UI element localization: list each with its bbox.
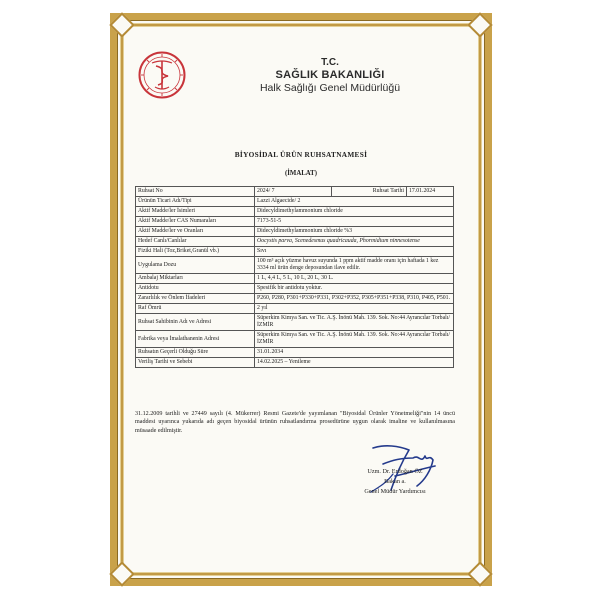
closing-statement: 31.12.2009 tarihli ve 27449 sayılı (4. Mükerrer) Resmi Gazete'de yayımlanan "Biyosidal Ürünler Yönetmeliği"nin 14 üncü maddesi uyarınca yukarıda adı geçen biyosidal ürünün ruhsatlandırma prosedürüne uygun olarak imaline ve kullanılmasına müsaade edilmiştir. bbox=[135, 411, 455, 434]
table-row bbox=[136, 207, 454, 217]
table-row bbox=[136, 257, 454, 274]
row-value: P260, P280, P301+P330+P331, P302+P352, P305+P351+P338, P310, P405, P501. bbox=[255, 294, 454, 304]
table-row bbox=[136, 331, 454, 348]
signer-title-2: Genel Müdür Yardımcısı bbox=[364, 488, 426, 495]
ministry-name: SAĞLIK BAKANLIĞI bbox=[275, 69, 385, 81]
row-value: Sıvı bbox=[255, 247, 454, 257]
license-number-row bbox=[136, 187, 454, 197]
signer-name: Uzm. Dr. Erdoğan ÖZ bbox=[367, 468, 423, 475]
row-value: 2 yıl bbox=[255, 304, 454, 314]
row-label: Raf Ömrü bbox=[136, 304, 255, 314]
row-value: Süperkim Kimya San. ve Tic. A.Ş. İnönü Mah. 139. Sok. No:44 Ayrancılar Torbalı/İZMİR bbox=[255, 314, 454, 331]
table-row bbox=[136, 274, 454, 284]
license-date-value: 17.01.2024 bbox=[407, 187, 454, 197]
row-label: Ruhsatın Geçerli Olduğu Süre bbox=[136, 348, 255, 358]
row-label: Ambalaj Miktarları bbox=[136, 274, 255, 284]
table-row bbox=[136, 314, 454, 331]
row-value: Spesifik bir antidotu yoktur. bbox=[255, 284, 454, 294]
ministry-header bbox=[230, 57, 430, 95]
signer-title-1: Bakan a. bbox=[384, 478, 406, 485]
certificate-page bbox=[110, 13, 492, 586]
table-row bbox=[136, 348, 454, 358]
row-label: Aktif Madde/ler CAS Numaraları bbox=[136, 217, 255, 227]
row-label: Aktif Madde/ler İsimleri bbox=[136, 207, 255, 217]
row-value: 1 L, 4,4 L, 5 L, 10 L, 20 L, 30 L. bbox=[255, 274, 454, 284]
row-value: Lazzi Algaecide/ 2 bbox=[255, 197, 454, 207]
table-row bbox=[136, 227, 454, 237]
row-value: 31.01.2034 bbox=[255, 348, 454, 358]
row-label: Veriliş Tarihi ve Sebebi bbox=[136, 358, 255, 368]
license-table bbox=[135, 186, 454, 368]
row-label: Ürünün Ticari Adı/Tipi bbox=[136, 197, 255, 207]
row-value: Didecyldimethylammonium chloride %3 bbox=[255, 227, 454, 237]
row-label: Hedef Canlı/Canlılar bbox=[136, 237, 255, 247]
row-value: Süperkim Kimya San. ve Tic. A.Ş. İnönü Mah. 139. Sok. No:44 Ayrancılar Torbalı/İZMİR bbox=[255, 331, 454, 348]
row-value: 100 m³ açık yüzme havuz suyunda 1 ppm aktif madde oranı için haftada 1 kez 3334 ml ürün denge deposundan ilave edilir. bbox=[255, 257, 454, 274]
row-value: 14.02.2025 – Yenileme bbox=[255, 358, 454, 368]
row-label: Zararlılık ve Önlem İfadeleri bbox=[136, 294, 255, 304]
row-label: Fiziki Hali (Toz,Briket,Granül vb.) bbox=[136, 247, 255, 257]
table-row bbox=[136, 217, 454, 227]
row-label: Aktif Madde/ler ve Oranları bbox=[136, 227, 255, 237]
row-value: Didecyldimethylammonium chloride bbox=[255, 207, 454, 217]
row-value: Oocystis parva, Scenedesmus quadricauda, Phormidium ninnesotense bbox=[255, 237, 454, 247]
table-row bbox=[136, 358, 454, 368]
document-title: BİYOSİDAL ÜRÜN RUHSATNAMESİ bbox=[234, 150, 368, 159]
table-row bbox=[136, 294, 454, 304]
row-label: Ruhsat Sahibinin Adı ve Adresi bbox=[136, 314, 255, 331]
ministry-directorate: Halk Sağlığı Genel Müdürlüğü bbox=[259, 82, 401, 94]
document-subtitle: (İMALAT) bbox=[285, 170, 317, 177]
table-row bbox=[136, 197, 454, 207]
row-value: 7173-51-5 bbox=[255, 217, 454, 227]
ministry-logo-icon bbox=[138, 51, 186, 99]
signer-block bbox=[340, 467, 450, 497]
table-row bbox=[136, 237, 454, 247]
table-row bbox=[136, 304, 454, 314]
license-date-label: Ruhsat Tarihi bbox=[332, 187, 407, 197]
row-label: Uygulama Dozu bbox=[136, 257, 255, 274]
table-row bbox=[136, 247, 454, 257]
table-row bbox=[136, 284, 454, 294]
ministry-country: T.C. bbox=[321, 57, 339, 68]
row-label: Fabrika veya İmalathanenin Adresi bbox=[136, 331, 255, 348]
license-number-label: Ruhsat No bbox=[136, 187, 255, 197]
license-number-value: 2024/ 7 bbox=[255, 187, 332, 197]
row-label: Antidotu bbox=[136, 284, 255, 294]
